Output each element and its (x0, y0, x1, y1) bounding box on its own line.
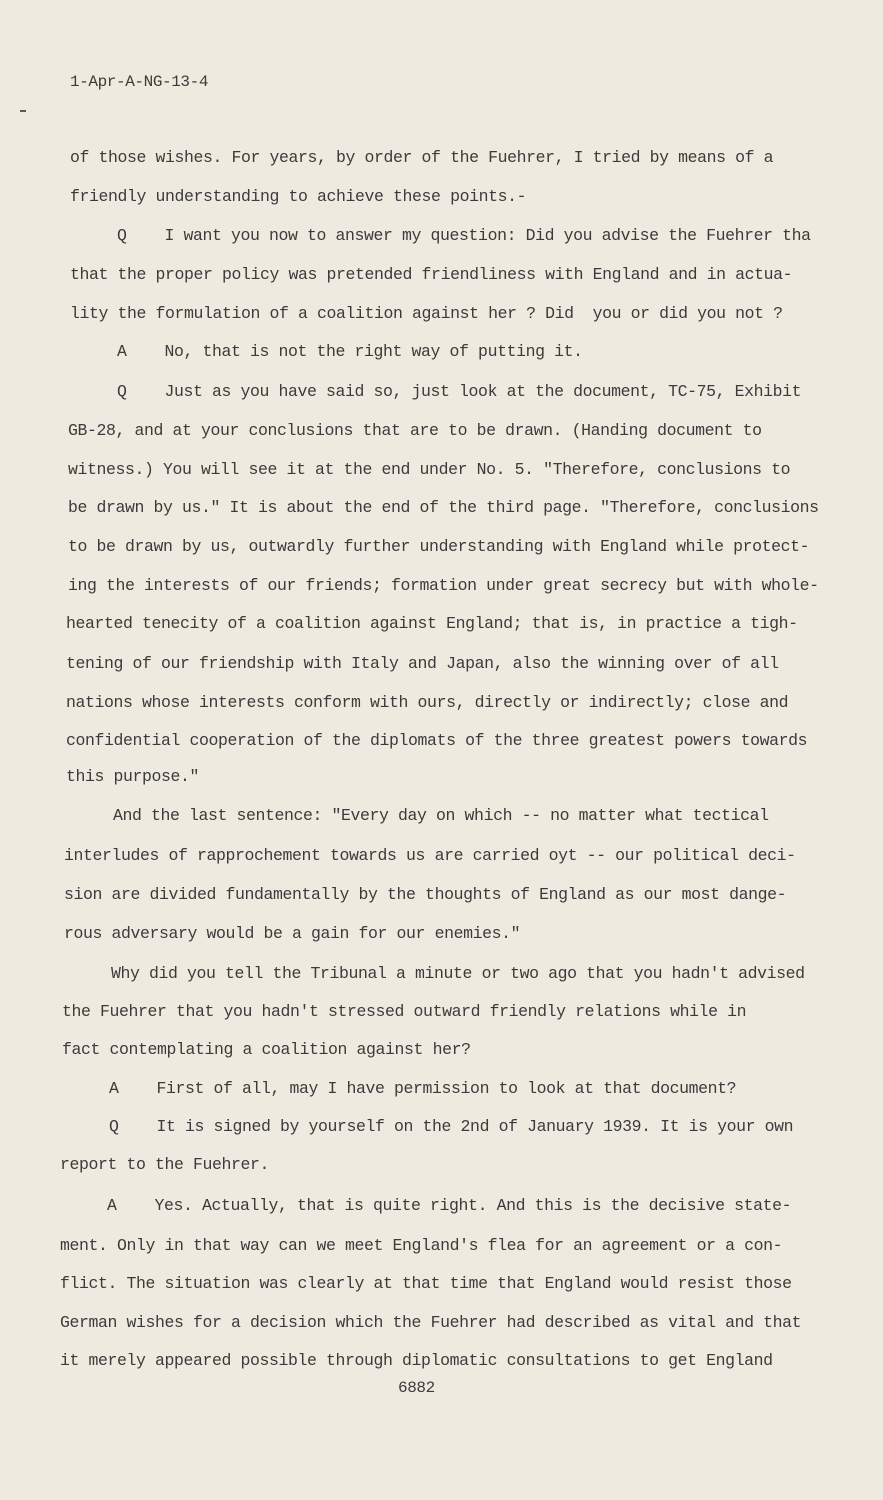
document-header-code: 1-Apr-A-NG-13-4 (70, 73, 209, 91)
text-line-11: to be drawn by us, outwardly further understanding with England while protect- (68, 537, 810, 556)
text-line-8: GB-28, and at your conclusions that are to be drawn. (Handing document to (68, 421, 762, 440)
text-line-24: fact contemplating a coalition against her? (62, 1040, 471, 1059)
text-line-1: of those wishes. For years, by order of the Fuehrer, I tried by means of a (70, 148, 774, 167)
text-line-4: that the proper policy was pretended friendliness with England and in actua- (70, 265, 793, 284)
text-line-9: witness.) You will see it at the end under No. 5. "Therefore, conclusions to (68, 460, 791, 479)
text-line-31: German wishes for a decision which the Fuehrer had described as vital and that (60, 1313, 802, 1332)
text-line-12: ing the interests of our friends; formation under great secrecy but with whole- (68, 576, 819, 595)
text-line-32: it merely appeared possible through diplomatic consultations to get England (60, 1351, 773, 1370)
text-line-7: Q Just as you have said so, just look at the document, TC-75, Exhibit (117, 382, 802, 401)
text-line-3: Q I want you now to answer my question: Did you advise the Fuehrer tha (117, 226, 811, 245)
text-line-29: ment. Only in that way can we meet England's flea for an agreement or a con- (60, 1236, 783, 1255)
margin-mark (20, 110, 26, 112)
text-line-16: confidential cooperation of the diplomats of the three greatest powers towards (66, 731, 808, 750)
text-line-13: hearted tenecity of a coalition against England; that is, in practice a tigh- (66, 614, 798, 633)
page-number: 6882 (398, 1379, 435, 1397)
text-line-27: report to the Fuehrer. (60, 1155, 270, 1174)
text-line-19: interludes of rapprochement towards us are carried oyt -- our political deci- (64, 846, 796, 865)
text-line-25: A First of all, may I have permission to look at that document? (109, 1079, 737, 1098)
text-line-21: rous adversary would be a gain for our enemies." (64, 924, 521, 943)
text-line-30: flict. The situation was clearly at that time that England would resist those (60, 1274, 792, 1293)
text-line-15: nations whose interests conform with ours, directly or indirectly; close and (66, 693, 789, 712)
text-line-14: tening of our friendship with Italy and Japan, also the winning over of all (66, 654, 779, 673)
text-line-5: lity the formulation of a coalition against her ? Did you or did you not ? (70, 304, 783, 323)
text-line-28: A Yes. Actually, that is quite right. And this is the decisive state- (107, 1196, 792, 1215)
text-line-18: And the last sentence: "Every day on which -- no matter what tectical (113, 806, 769, 825)
text-line-20: sion are divided fundamentally by the thoughts of England as our most dange- (64, 885, 787, 904)
text-line-6: A No, that is not the right way of putting it. (117, 342, 583, 361)
text-line-22: Why did you tell the Tribunal a minute or two ago that you hadn't advised (111, 964, 805, 983)
text-line-2: friendly understanding to achieve these points.- (70, 187, 527, 206)
text-line-23: the Fuehrer that you hadn't stressed outward friendly relations while in (62, 1002, 747, 1021)
text-line-10: be drawn by us." It is about the end of the third page. "Therefore, conclusions (68, 498, 819, 517)
text-line-26: Q It is signed by yourself on the 2nd of January 1939. It is your own (109, 1117, 794, 1136)
text-line-17: this purpose." (66, 767, 200, 786)
